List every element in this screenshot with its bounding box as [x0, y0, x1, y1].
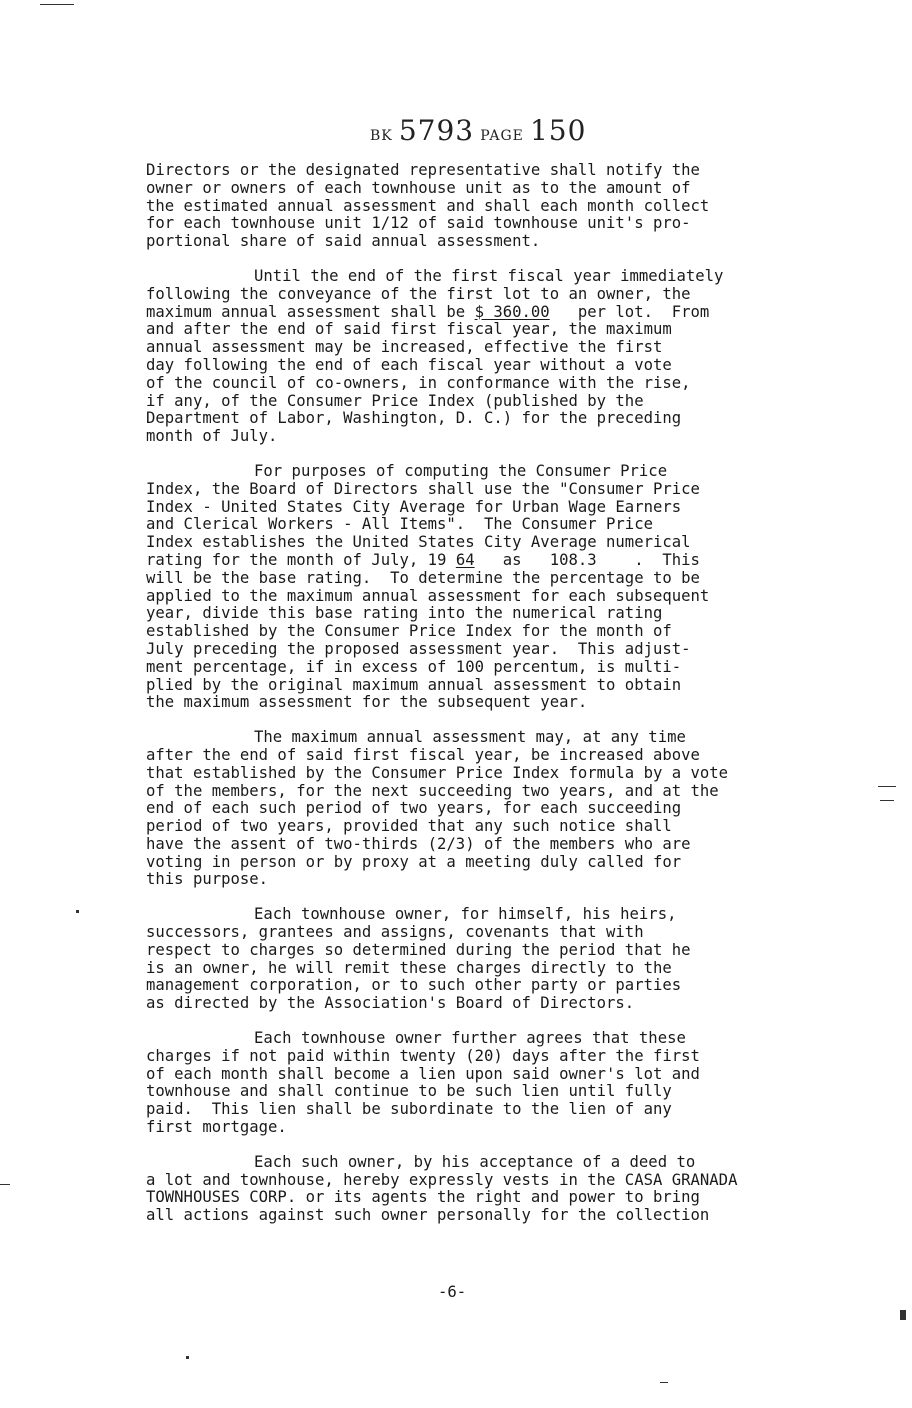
page-footer-number: -6- — [438, 1283, 467, 1301]
text-line: Directors or the designated representative shall notify the — [146, 161, 700, 179]
paragraph-notification — [146, 162, 822, 251]
text-line: Each townhouse owner, for himself, his heirs, — [254, 905, 677, 924]
text-line: this purpose. — [146, 870, 269, 889]
text-line: established by the Consumer Price Index for the month of — [146, 622, 672, 641]
document-body — [146, 162, 822, 1242]
scan-mark — [878, 786, 896, 787]
text-line: maximum annual assessment shall be $ 360.00 per lot. From — [146, 302, 710, 321]
paragraph-maximum-assessment — [146, 268, 822, 446]
text-line: The maximum annual assessment may, at any time — [254, 728, 686, 747]
book-number: 5793 — [398, 114, 475, 147]
text-line: a lot and townhouse, hereby expressly vests in the CASA GRANADA — [146, 1170, 738, 1189]
text-line: period of two years, provided that any such notice shall — [146, 817, 672, 836]
filled-blank: 64 — [455, 550, 475, 569]
text-line: annual assessment may be increased, effective the first — [146, 338, 663, 357]
text-line: if any, of the Consumer Price Index (published by the — [146, 391, 644, 410]
book-prefix: BK — [370, 128, 393, 144]
text-line: the maximum assessment for the subsequent year. — [146, 693, 588, 712]
text-line: For purposes of computing the Consumer Price — [254, 461, 668, 480]
text-line: following the conveyance of the first lot to an owner, the — [146, 284, 691, 303]
text-line: successors, grantees and assigns, covenants that with — [146, 923, 644, 942]
book-page-reference — [370, 114, 586, 147]
text-line: respect to charges so determined during the period that he — [146, 940, 691, 959]
text-line: rating for the month of July, 19 64 as 108.3 . This — [146, 550, 700, 569]
text-line: for each townhouse unit 1/12 of said townhouse unit's pro- — [146, 214, 691, 233]
paragraph-consumer-price-index — [146, 463, 822, 712]
text-line: townhouse and shall continue to be such lien until fully — [146, 1082, 672, 1101]
text-line: July preceding the proposed assessment year. This adjust- — [146, 639, 691, 658]
text-line: that established by the Consumer Price Index formula by a vote — [146, 763, 729, 782]
text-line: as directed by the Association's Board of Directors. — [146, 994, 635, 1013]
text-line: month of July. — [146, 427, 278, 446]
scan-mark — [900, 1310, 906, 1320]
text-line: of the council of co-owners, in conformance with the rise, — [146, 373, 691, 392]
text-line: Until the end of the first fiscal year immediately — [254, 266, 724, 285]
paragraph-owner-covenant — [146, 906, 822, 1013]
page-prefix: PAGE — [480, 128, 524, 144]
text-line: and after the end of said first fiscal year, the maximum — [146, 320, 672, 339]
text-line: have the assent of two-thirds (2/3) of the members who are — [146, 834, 691, 853]
text-line: owner or owners of each townhouse unit as to the amount of — [146, 178, 691, 197]
scan-mark — [0, 1184, 10, 1185]
scan-mark — [660, 1382, 668, 1383]
text-line: Index - United States City Average for Urban Wage Earners — [146, 497, 682, 516]
paragraph-collection-rights — [146, 1154, 822, 1225]
paragraph-lien — [146, 1030, 822, 1137]
text-line: the estimated annual assessment and shall each month collect — [146, 196, 710, 215]
text-line: first mortgage. — [146, 1118, 287, 1137]
scan-mark — [76, 910, 79, 913]
text-line: year, divide this base rating into the numerical rating — [146, 604, 663, 623]
recorded-page-number: 150 — [529, 114, 587, 147]
text-line: ment percentage, if in excess of 100 percentum, is multi- — [146, 657, 682, 676]
text-line: will be the base rating. To determine the percentage to be — [146, 568, 700, 587]
text-line: Department of Labor, Washington, D. C.) for the preceding — [146, 409, 682, 428]
text-line: day following the end of each fiscal year without a vote — [146, 355, 672, 374]
text-line: and Clerical Workers - All Items". The Consumer Price — [146, 515, 653, 534]
text-line: applied to the maximum annual assessment for each subsequent — [146, 586, 710, 605]
text-line: is an owner, he will remit these charges directly to the — [146, 958, 672, 977]
filled-blank: $ 360.00 — [474, 302, 550, 321]
scan-mark — [880, 800, 894, 801]
text-line: end of each such period of two years, for each succeeding — [146, 799, 682, 818]
paragraph-member-vote-increase — [146, 729, 822, 889]
text-line: management corporation, or to such other party or parties — [146, 976, 682, 995]
text-line: all actions against such owner personally for the collection — [146, 1206, 710, 1225]
text-line: Each such owner, by his acceptance of a deed to — [254, 1152, 696, 1171]
text-line: Index establishes the United States City Average numerical — [146, 533, 691, 552]
scan-mark — [40, 4, 74, 5]
scan-mark — [186, 1356, 189, 1359]
text-line: of each month shall become a lien upon said owner's lot and — [146, 1064, 700, 1083]
text-line: after the end of said first fiscal year, be increased above — [146, 745, 700, 764]
text-line: voting in person or by proxy at a meeting duly called for — [146, 852, 682, 871]
text-line: plied by the original maximum annual assessment to obtain — [146, 675, 682, 694]
text-line: portional share of said annual assessment. — [146, 232, 541, 251]
text-line: charges if not paid within twenty (20) days after the first — [146, 1046, 700, 1065]
text-line: Each townhouse owner further agrees that these — [254, 1029, 686, 1048]
text-line: paid. This lien shall be subordinate to the lien of any — [146, 1100, 672, 1119]
text-line: TOWNHOUSES CORP. or its agents the right and power to bring — [146, 1188, 700, 1207]
text-line: Index, the Board of Directors shall use the "Consumer Price — [146, 479, 700, 498]
text-line: of the members, for the next succeeding two years, and at the — [146, 781, 719, 800]
